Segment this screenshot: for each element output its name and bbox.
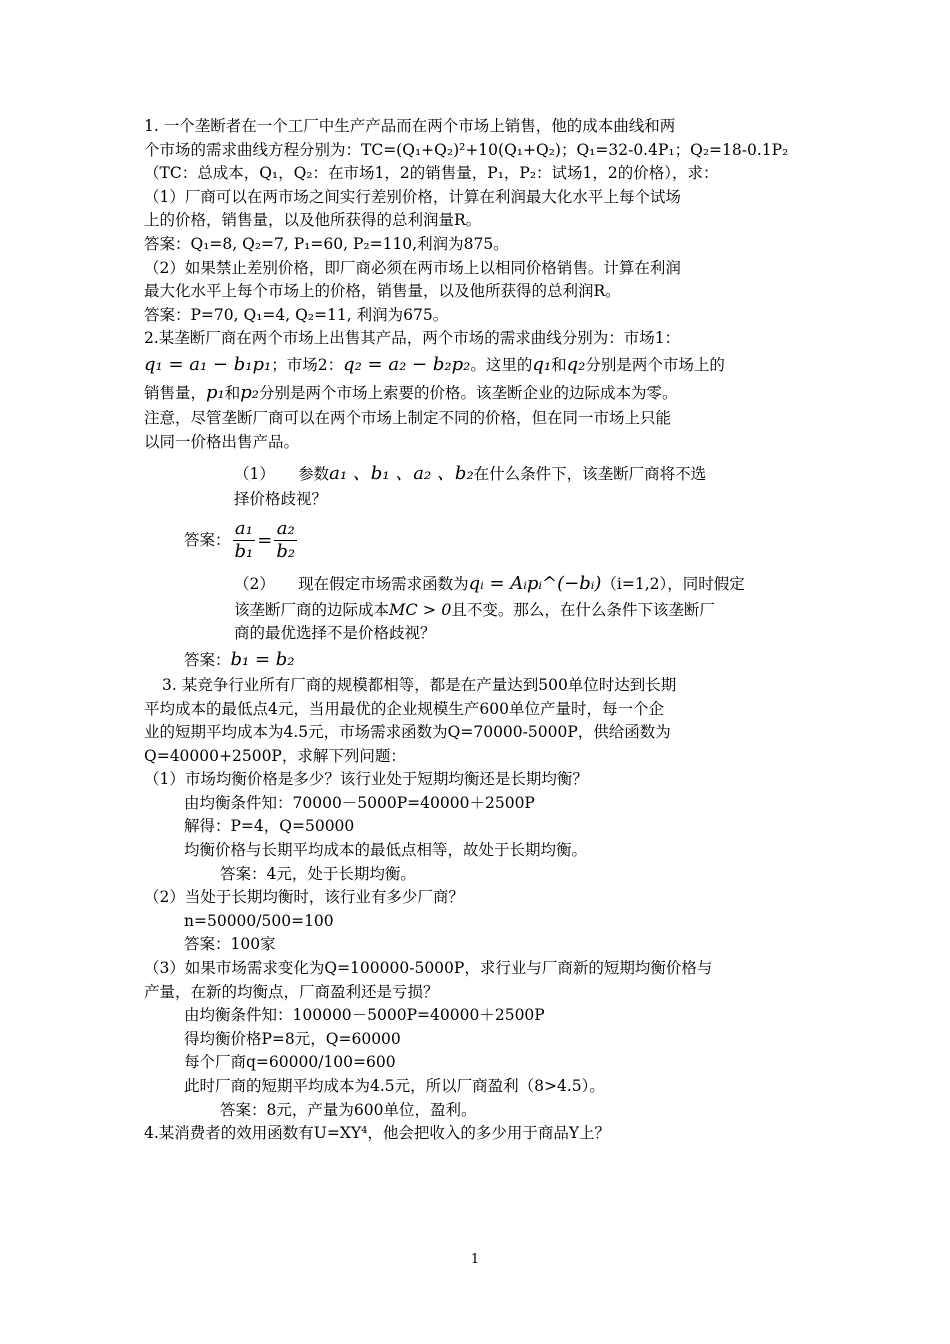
q3-part3: 产量，在新的均衡点，厂商盈利还是亏损？: [144, 982, 439, 1001]
q2-answer-2: [144, 646, 812, 674]
q3-answer: 答案：100家: [184, 935, 276, 954]
p1-symbol: p₁: [206, 381, 225, 403]
q3-part3: （3）如果市场需求变化为Q=100000-5000P，求行业与厂商新的短期均衡价格与: [144, 959, 713, 978]
q3-work: 此时厂商的短期平均成本为4.5元，所以厂商盈利（8>4.5）。: [184, 1077, 605, 1095]
q1-stem-line: （1）厂商可以在两市场之间实行差别价格，计算在利润最大化水平上每个试场: [144, 187, 681, 206]
q1-stem-line: 上的价格，销售量，以及他所获得的总利润量R。: [144, 211, 482, 230]
q2-intro: 2.某垄断厂商在两个市场上出售其产品，两个市场的需求曲线分别为：市场1：: [144, 329, 681, 348]
q1-part2-line: （2）如果禁止差别价格，即厂商必须在两市场上以相同价格销售。计算在利润: [144, 258, 681, 277]
sub2-text: （i=1,2），同时假定: [601, 574, 745, 593]
q2-sub2-line2: [144, 598, 812, 623]
q1-symbol: q₁: [532, 353, 552, 375]
demand-function: qᵢ = Aᵢpᵢ^(−bᵢ): [468, 572, 602, 594]
q2-answer-1: [144, 512, 812, 570]
q3-stem-line: 业的短期平均成本为4.5元，市场需求函数为Q=70000-5000P，供给函数为: [144, 723, 671, 742]
sub2-text: 且不变。那么，在什么条件下该垄断厂: [451, 600, 715, 619]
p2-symbol: p₂: [240, 381, 260, 403]
q3-work: 均衡价格与长期平均成本的最低点相等，故处于长期均衡。: [184, 841, 588, 860]
answer-label: 答案：: [184, 530, 231, 549]
q1-stem-line: （TC：总成本，Q₁，Q₂：在市场1，2的销售量，P₁，P₂：试场1，2的价格），求：: [144, 164, 719, 183]
q1-stem-line: 1. 一个垄断者在一个工厂中生产产品而在两个市场上销售，他的成本曲线和两: [144, 117, 676, 135]
sub1-params: a₁ 、b₁ 、a₂ 、b₂: [329, 463, 474, 485]
q3-stem-line: 平均成本的最低点4元，当用最优的企业规模生产600单位产量时，每一个企: [144, 699, 664, 718]
demand-market-1: q₁ = a₁ − b₁p₁: [144, 353, 272, 375]
q2-demand-line: [144, 351, 812, 379]
q3-work: 每个厂商q=60000/100=600: [184, 1053, 396, 1072]
fraction-a2-b2: [274, 518, 297, 563]
q2-line4: 注意，尽管垄断厂商可以在两个市场上制定不同的价格，但在同一市场上只能: [144, 408, 672, 427]
q3-work: 由均衡条件知：70000－5000P=40000＋2500P: [184, 793, 535, 812]
q2-line5: 以同一价格出售产品。: [144, 432, 300, 451]
demand-market-2: q₂ = a₂ − b₂p₂: [343, 353, 471, 375]
question-1: [144, 115, 812, 327]
sub1-text: （1） 参数: [234, 465, 330, 484]
q1-stem-line: 个市场的需求曲线方程分别为：TC=(Q₁+Q₂)²+10(Q₁+Q₂)；Q₁=32-0.4P₁；Q₂=18-0.1P₂: [144, 140, 789, 159]
q3-answer: 答案：4元，处于长期均衡。: [220, 864, 416, 883]
q2-sub1: [144, 460, 812, 488]
q3-work: 得均衡价格P=8元，Q=60000: [184, 1029, 401, 1048]
q2-text: 分别是两个市场上的: [585, 355, 725, 374]
numerator: a₂: [274, 518, 297, 541]
q3-stem-line: 3. 某竞争行业所有厂商的规模都相等，都是在产量达到500单位时达到长期: [162, 675, 677, 694]
question-3: [144, 674, 812, 1122]
q2-text: 。这里的: [470, 355, 533, 374]
sub2-text: （2） 现在假定市场需求函数为: [234, 574, 469, 593]
q2-sub1-line2: 择价格歧视？: [234, 490, 328, 509]
q2-sub2: [144, 570, 812, 598]
equals-sign: =: [257, 529, 273, 551]
denominator: b₁: [234, 541, 254, 563]
sub1-text: 在什么条件下，该垄断厂商将不选: [473, 465, 707, 484]
numerator: a₁: [233, 518, 256, 541]
denominator: b₂: [276, 541, 296, 563]
marginal-cost: MC > 0: [389, 599, 452, 619]
q3-stem-line: Q=40000+2500P，求解下列问题：: [144, 746, 406, 765]
q1-part2-line: 最大化水平上每个市场上的价格，销售量，以及他所获得的总利润R。: [144, 282, 621, 301]
q3-work: n=50000/500=100: [184, 911, 334, 930]
document-body: [144, 115, 812, 1146]
sub2-text: 该垄断厂商的边际成本: [234, 600, 390, 619]
q2-text: 销售量，: [144, 383, 207, 402]
q3-part1: （1）市场均衡价格是多少？该行业处于短期均衡还是长期均衡？: [144, 770, 588, 789]
q2-text: 和: [551, 355, 567, 374]
q2-line3: [144, 379, 812, 407]
q3-part2: （2）当处于长期均衡时，该行业有多少厂商？: [144, 888, 464, 907]
q3-work: 由均衡条件知：100000－5000P=40000＋2500P: [184, 1006, 545, 1025]
q3-work: 解得：P=4，Q=50000: [184, 817, 355, 836]
fraction-a1-b1: [233, 518, 256, 563]
q2-symbol: q₂: [566, 353, 586, 375]
q1-answer-2: 答案：P=70, Q₁=4, Q₂=11, 利润为675。: [144, 305, 449, 324]
q2-text: 分别是两个市场上索要的价格。该垄断企业的边际成本为零。: [259, 383, 678, 402]
q2-sub2-line3: 商的最优选择不是价格歧视？: [234, 624, 436, 643]
answer-formula: b₁ = b₂: [230, 648, 295, 670]
q4-stem: 4.某消费者的效用函数有U=XY⁴，他会把收入的多少用于商品Y上？: [144, 1124, 611, 1143]
market-2-label: ；市场2：: [271, 355, 344, 374]
page-number: 1: [470, 1252, 480, 1267]
question-2: [144, 327, 812, 674]
q2-text: 和: [224, 383, 241, 402]
q1-answer-1: 答案：Q₁=8, Q₂=7, P₁=60, P₂=110,利润为875。: [144, 234, 509, 253]
question-4: [144, 1122, 812, 1146]
q3-answer: 答案：8元，产量为600单位，盈利。: [220, 1100, 477, 1119]
answer-label: 答案：: [184, 650, 231, 669]
